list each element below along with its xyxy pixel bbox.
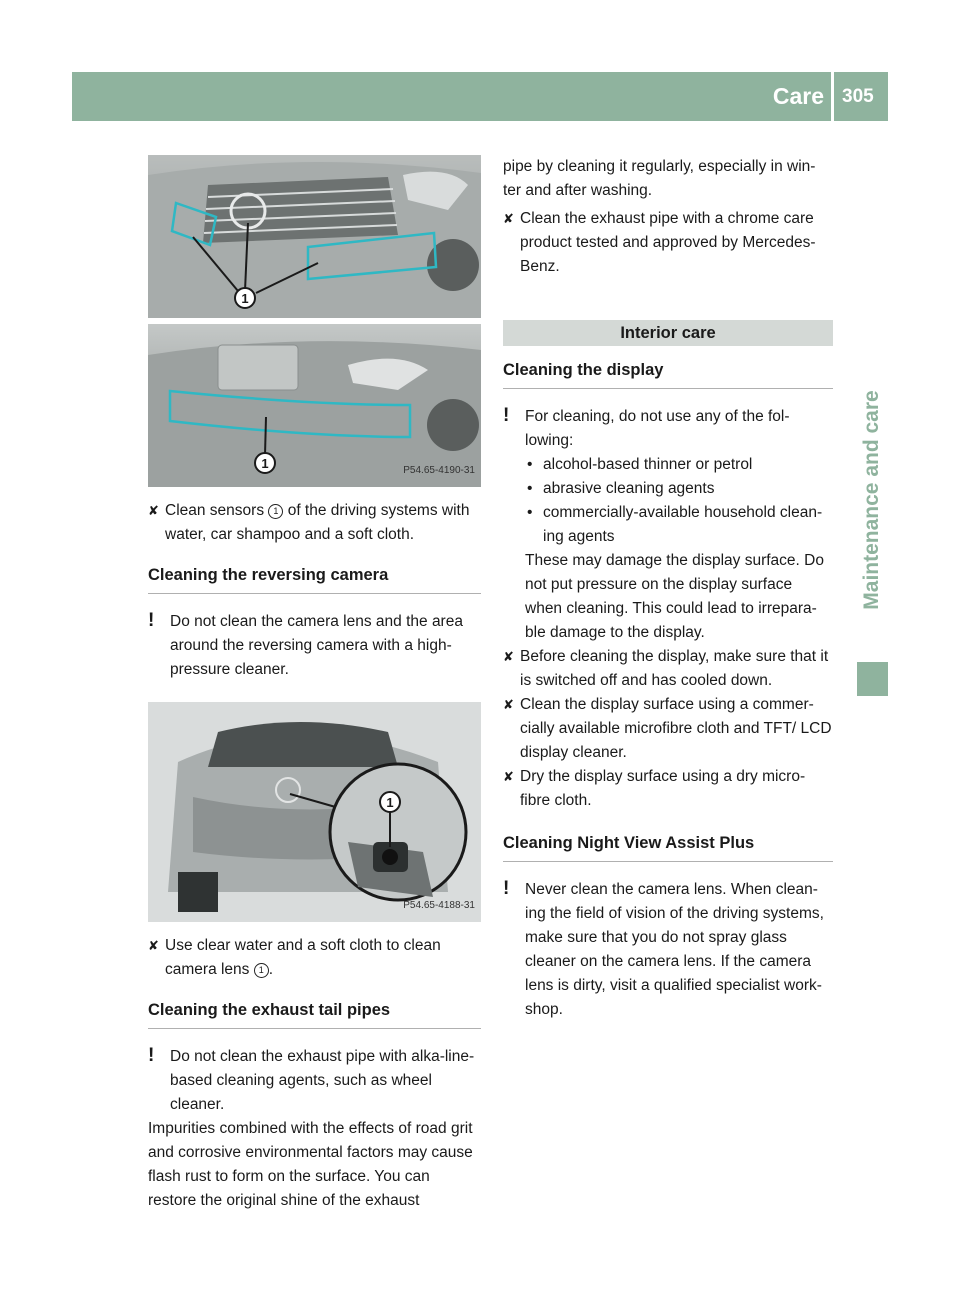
- figure-reversing-camera: [148, 702, 481, 922]
- side-tab-marker: [857, 662, 888, 696]
- heading-reversing-camera: Cleaning the reversing camera: [148, 563, 481, 594]
- heading-cleaning-display: Cleaning the display: [503, 358, 833, 389]
- figure2-callout: 1: [386, 795, 394, 810]
- warning-icon: !: [148, 1045, 155, 1066]
- step-switch-off: [503, 645, 833, 693]
- bullet-item: [503, 453, 833, 477]
- step-arrow-icon: ✘: [148, 503, 159, 518]
- step-arrow-icon: ✘: [503, 697, 514, 712]
- step-arrow-icon: ✘: [503, 211, 514, 226]
- paragraph-exhaust-continued: pipe by cleaning it regularly, especially in win-ter and after washing.: [503, 158, 816, 199]
- left-column: [148, 155, 481, 1213]
- warning-icon: !: [148, 610, 155, 631]
- bullet-text: alcohol-based thinner or petrol: [543, 456, 753, 473]
- heading-night-view: Cleaning Night View Assist Plus: [503, 831, 833, 862]
- warning-exhaust: [148, 1045, 481, 1117]
- page-number: 305: [842, 86, 874, 107]
- step-arrow-icon: ✘: [503, 649, 514, 664]
- warning-icon: !: [503, 405, 510, 426]
- side-tab-label: Maintenance and care: [860, 390, 883, 610]
- section-interior-care: Interior care: [503, 320, 833, 346]
- bullet-text: abrasive cleaning agents: [543, 480, 715, 497]
- figure2-code: P54.65-4188-31: [403, 900, 475, 911]
- heading-exhaust-pipes: Cleaning the exhaust tail pipes: [148, 998, 481, 1029]
- figure1-code: P54.65-4190-31: [403, 465, 475, 476]
- warning-reversing-camera: [148, 610, 481, 682]
- bullet-icon: •: [527, 504, 533, 521]
- step-clean-camera: ✘ Use clear water and a soft cloth to clean camera lens 1 .: [148, 934, 481, 982]
- bullet-icon: •: [527, 480, 533, 497]
- callout-marker: 1: [268, 504, 283, 519]
- bullet-icon: •: [527, 456, 533, 473]
- bullet-item: [503, 501, 833, 549]
- figure1-callout-top: 1: [241, 291, 249, 306]
- step-microfibre-text: Clean the display surface using a commer-cially available microfibre cloth and TFT/ LCD display cleaner.: [520, 696, 832, 761]
- warning-display-text: For cleaning, do not use any of the fol-lowing:: [525, 408, 790, 449]
- header-section-title: Care: [772, 83, 824, 109]
- step-clean-sensors-text: Clean sensors: [165, 502, 265, 519]
- bullet-text: commercially-available household clean-ing agents: [543, 504, 823, 545]
- step-microfibre: [503, 693, 833, 765]
- warning-night-view: [503, 878, 833, 1022]
- warning-display: [503, 405, 833, 453]
- bullet-item: [503, 477, 833, 501]
- reversing-camera-illustration: [148, 702, 481, 922]
- step-switch-off-text: Before cleaning the display, make sure that it is switched off and has cooled down.: [520, 648, 829, 689]
- step-dry: [503, 765, 833, 813]
- paragraph-exhaust: Impurities combined with the effects of road grit and corrosive environmental factors may cause flash rust to form on the surface. You can restore the original shine of the exhaust: [148, 1120, 473, 1209]
- warning-night-view-text: Never clean the camera lens. When clean-ing the field of vision of the driving systems, make sure that you do not spray glass cleaner on the camera lens. If the camera lens is dirty, visit a qualified specialist work-shop.: [525, 881, 824, 1018]
- warning-icon: !: [503, 878, 510, 899]
- car-sensors-illustration: [148, 155, 481, 487]
- step-clean-camera-text: Use clear water and a soft cloth to clean camera lens: [165, 937, 441, 978]
- header-bar: [72, 72, 888, 121]
- figure-parking-sensors: [148, 155, 481, 487]
- header-divider: [831, 72, 834, 121]
- step-chrome-care: [503, 207, 833, 279]
- callout-marker: 1: [254, 963, 269, 978]
- right-column: [503, 155, 833, 1022]
- step-clean-sensors: [148, 499, 481, 547]
- step-clean-sensors-rest: of the driving systems with water, car shampoo and a soft cloth.: [165, 502, 470, 543]
- figure1-callout-bottom: 1: [261, 456, 269, 471]
- paragraph-display-damage: These may damage the display surface. Do not put pressure on the display surface when cleaning. This could lead to irrepara-ble damage to the display.: [525, 552, 824, 641]
- warning-exhaust-text: Do not clean the exhaust pipe with alka-line-based cleaning agents, such as wheel cleaner.: [170, 1048, 475, 1113]
- warning-reversing-camera-text: Do not clean the camera lens and the area around the reversing camera with a high-pressure cleaner.: [170, 613, 463, 678]
- step-arrow-icon: ✘: [148, 938, 159, 953]
- step-dry-text: Dry the display surface using a dry micro-fibre cloth.: [520, 768, 806, 809]
- step-arrow-icon: ✘: [503, 769, 514, 784]
- step-chrome-care-text: Clean the exhaust pipe with a chrome care product tested and approved by Mercedes-Benz.: [520, 210, 816, 275]
